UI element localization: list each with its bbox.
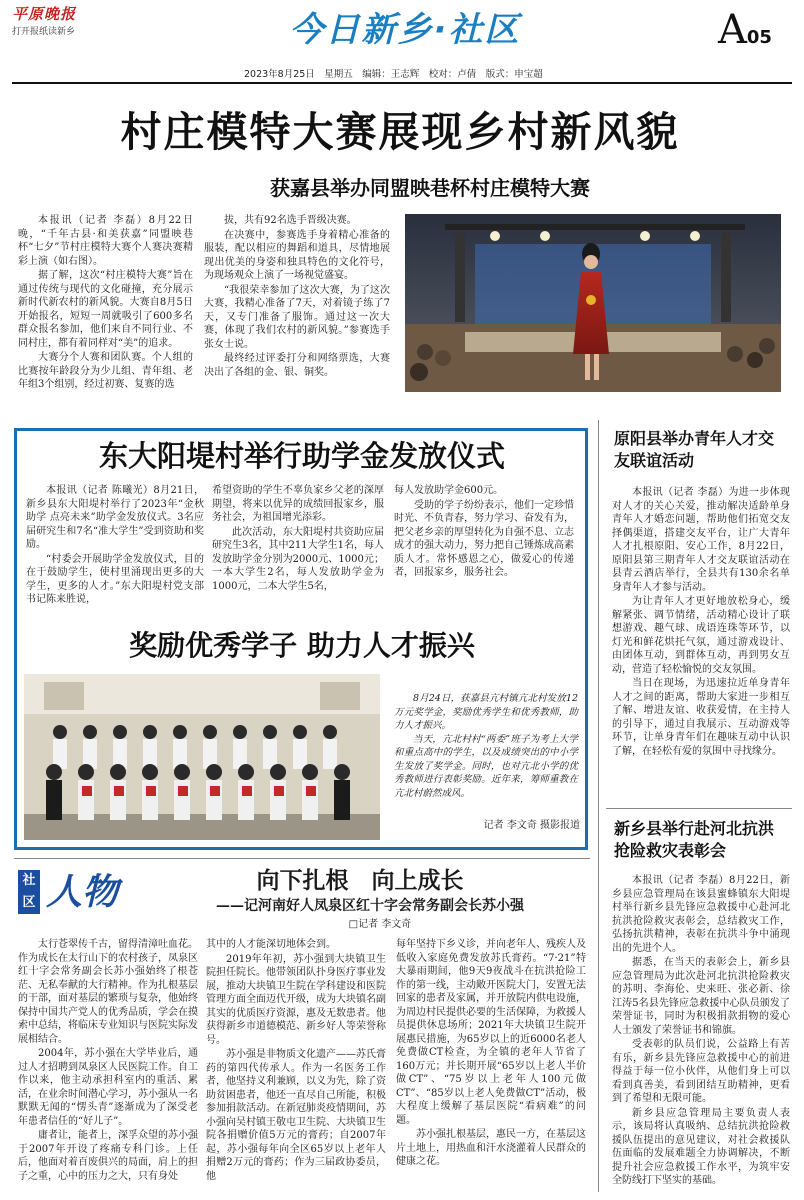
flood-paragraph: 据悉，在当天的表彰会上，新乡县应急管理局为此次赴河北抗洪抢险救灾的苏明、李海伦、史来旺、张必新、徐江涛5名县先锋应急救援中心队员颁发了荣誉证书，同时为积极捐款捐物的爱心人士颁发了荣誉证书和锦旗。 (612, 957, 790, 1036)
profile-paragraph: 庸者让，能者上，深孚众望的苏小强于2007年开设了疼痛专科门诊。上任后，他面对着百废俱兴的局面，肩上的担子之重，心中的压力之大，只有身处 (18, 1130, 198, 1182)
profile-top-rule (14, 858, 590, 859)
youth-body (612, 486, 790, 759)
stage-illustration (405, 214, 781, 392)
column-tag-char: 区 (22, 895, 36, 910)
lead-paragraph: 据了解，这次“村庄模特大赛”旨在通过传统与现代的文化碰撞，充分展示新时代新农村的新风貌。大赛自8月5日开始报名，短短一周就吸引了600多名群众报名参加，他们来自不同行业、不同村庄，都有着同样对“美”的追求。 (18, 270, 193, 349)
logo-slogan: 打开报纸读新乡 (12, 27, 76, 37)
lead-paragraph: 本报讯（记者 李磊）8月22日晚，“千年古县·和美获嘉”同盟映巷杯“七夕”节村庄模特大赛个人赛决赛精彩上演（如右图）。 (18, 215, 193, 267)
award-headline: 奖励优秀学子 助力人才振兴 (129, 629, 475, 662)
flood-paragraph: 受表彰的队员们说，公益路上有苦有乐，新乡县先锋应急救援中心的前进得益于每一位小伙伴，从他们身上可以看到真善美，看到团结互助精神，更看到了希望和无限可能。 (612, 1039, 790, 1104)
column-tag-box (18, 870, 40, 914)
flood-headline (614, 818, 784, 862)
award-caption-paragraph: 当天，亢北村村“两委”班子为考上大学和重点高中的学生，以及成绩突出的中小学生发放了奖学金。同时，也对亢北小学的优秀教师进行表彰奖励。近年来，筹师重教在亢北村蔚然成风。 (394, 733, 578, 799)
profile-column-3 (396, 938, 586, 1170)
newspaper-logo (12, 4, 122, 50)
scholar-paragraph: 此次活动，东大阳堤村共资助应届研究生3名，其中211大学生1名，每人发放助学金分别为2000元、1000元；一本大学生2名，每人发放助学金为1000元，二本大学生5名， (212, 526, 384, 592)
lead-paragraph: 拔，共有92名选手晋级决赛。 (224, 215, 357, 226)
scholar-paragraph: 受助的学子纷纷表示，他们一定珍惜时光、不负青春，努力学习、奋发有为，把父老乡亲的厚望转化为自强不息、立志成才的强大动力，努力把自己锤炼成高素质人才。常怀感恩之心，做爱心的传递者，回报家乡，服务社会。 (394, 499, 574, 578)
profile-paragraph: 苏小强扎根基层，惠民一方，在基层这片土地上，用热血和汗水浇灌着人民群众的健康之花。 (396, 1129, 586, 1167)
profile-paragraph: 2004年，苏小强在大学毕业后，通过人才招聘到凤泉区人民医院工作。自工作以来，他主动承担科室内的重活、累活，在业余时间潜心学习，苏小强从一名默默无闻的“愣头青”逐渐成为了深受老年患者信任的“好儿子”。 (18, 1048, 198, 1127)
flood-paragraph: 本报讯（记者 李磊）8月22日，新乡县应急管理局在该县蜜蜂镇东大阳堤村举行新乡县先锋应急救援中心赴河北抗洪抢险救灾表彰会，总结救灾工作，弘扬抗洪精神，表彰在抗洪斗争中涌现出的先进个人。 (612, 875, 790, 954)
flood-headline-text: 新乡县举行赴河北抗洪抢险救灾表彰会 (614, 819, 775, 860)
scholar-paragraph: 希望资助的学生不辜负家乡父老的深厚期望，将来以优异的成绩回报家乡，服务社会，为祖国增光添彩。 (212, 485, 384, 523)
lead-paragraph: “我很荣幸参加了这次大赛，为了这次大赛，我精心准备了7天，对着镜子练了7天，又专门准备了服饰。通过这一次大赛，体现了我们农村的新风貌。”参赛选手张女士说。 (204, 284, 390, 350)
flood-paragraph: 新乡县应急管理局主要负责人表示，该局将认真吸纳、总结抗洪抢险救援队伍提出的意见建议，对社会救援队伍面临的发展难题全力协调解决，不断提升社会应急救援工作水平，为筑牢安全防线打下坚实的基础。 (612, 1107, 790, 1186)
youth-headline (614, 428, 784, 472)
flood-body (612, 874, 790, 1189)
scholar-column-3 (394, 484, 574, 581)
scholar-paragraph: “村委会开展助学金发放仪式，目的在于鼓励学生，使村里涌现出更多的大学生，更多的人才。”东大阳堤村党支部书记陈来胜说， (26, 553, 204, 605)
lead-paragraph: 在决赛中，参赛选手身着精心准备的服装，配以相应的舞蹈和道具，尽情地展现出优美的身姿和独具特色的文化符号，为现场观众上演了一场视觉盛宴。 (204, 229, 390, 281)
page-digits: 05 (746, 27, 772, 48)
scholar-headline: 东大阳堤村举行助学金发放仪式 (98, 439, 505, 473)
lead-paragraph: 大赛分个人赛和团队赛。个人组的比赛按年龄段分为少儿组、青年组、老年组3个组别，经过初赛、复赛的选 (18, 352, 193, 390)
profile-paragraph: 苏小强是非物质文化遗产——苏氏膏药的第四代传承人。作为一名医务工作者，他坚持义利兼顾，以义为先，除了资助贫困患者，他还一直尽自己所能，积极参加捐款活动。在新冠肺炎疫情期间，苏小强向吴村镇王敬屯卫生院、大块镇卫生院各捐赠价值5万元的膏药；自2007年起，苏小强每年向全区65岁以上老年人捐赠2万元的膏药；作为三届政协委员，他 (206, 1049, 386, 1182)
lead-subhead: 获嘉县举办同盟映巷杯村庄模特大赛 (270, 176, 590, 200)
dateline: 2023年8月25日 星期五 编辑：王志辉 校对：卢倩 版式：申宝超 (244, 69, 543, 80)
profile-subhead: ——记河南好人凤泉区红十字会常务副会长苏小强 (216, 898, 524, 914)
scholar-paragraph: 本报讯（记者 陈曦光）8月21日，新乡县东大阳堤村举行了2023年“金秋助学 点亮未来”助学金发放仪式。3名应届研究生和7名“准大学生”受到资助和奖励。 (26, 485, 204, 550)
award-caption-paragraph: 8月24日，获嘉县亢村镇亢北村发放12万元奖学金，奖励优秀学生和优秀教师，助力人才振兴。 (394, 693, 578, 731)
lead-column-2 (204, 214, 390, 380)
model-contest-photo (405, 214, 781, 392)
column-tag-char: 社 (22, 873, 36, 888)
lead-headline: 村庄模特大赛展现乡村新风貌 (120, 108, 680, 156)
scholar-column-1 (26, 484, 204, 608)
profile-byline: □记者 李文奇 (348, 919, 412, 930)
column-name: 人物 (46, 871, 119, 913)
profile-paragraph: 其中的人才能深切地体会到。 (206, 939, 336, 950)
lead-column-1 (18, 214, 193, 393)
section-title: 今日新乡·社区 (289, 10, 521, 50)
profile-column-2 (206, 938, 386, 1184)
right-column-rule (598, 420, 599, 1192)
profile-headline: 向下扎根 向上成长 (256, 868, 464, 894)
lead-paragraph: 最终经过评委打分和网络票选，大赛决出了各组的金、银、铜奖。 (204, 353, 390, 378)
profile-paragraph: 每年坚持下乡义诊，并向老年人、残疾人及低收入家庭免费发放苏氏膏药。“7·21”特大暴雨期间，他9天9夜战斗在抗洪抢险工作的第一线，主动敞开医院大门，安置无法回家的患者及家属，并开放院内供电设施，为周边村民提供必要的生活保障，为救援人员提供休息场所；2021年大块镇卫生院开展惠民措施，为65岁以上的近6000名老人免费做CT检查，为全镇的老年人节省了160万元；并长期开展“65岁以上老人半价做CT”、“75岁以上老年人100元做CT”、“85岁以上老人免费做CT”活动，极大程度上缓解了基层医院“看病难”的问题。 (396, 939, 586, 1126)
column-tag (18, 868, 128, 918)
youth-headline-text: 原阳县举办青年人才交友联谊活动 (614, 429, 775, 470)
profile-paragraph: 2019年年初，苏小强到大块镇卫生院担任院长。他带领团队扑身医疗事业发展，推动大块镇卫生院在学科建设和医院管理方面全面迈代开级，成为大块镇名副其实的优质医疗资源，惠及无数患者。他获得新乡市道德模范、新乡好人等荣誉称号。 (206, 953, 386, 1046)
award-caption (394, 692, 578, 800)
award-group-photo (24, 674, 380, 840)
youth-paragraph: 为让青年人才更好地放松身心，缓解紧张、调节情绪，活动精心设计了联想游戏、趣气球、成语连珠等环节，以灯光和鲜花烘托气氛，通过游戏设计、由团体互动，到群体互动，再到男女互动，营造了轻松愉悦的交友氛围。 (612, 596, 790, 675)
scholar-paragraph: 每人发放助学金600元。 (394, 485, 504, 496)
right-section-rule (606, 808, 792, 809)
page-letter: A (718, 7, 747, 53)
youth-paragraph: 本报讯（记者 李磊）为进一步体现对人才的关心关爱，推动解决适龄单身青年人才婚恋问题，帮助他们拓宽交友择偶渠道，搭建交友平台，让广大青年人才扎根原阳、安心工作，8月22日，原阳县第三期青年人才交友联谊活动在县青云酒店举行，全县共有130余名单身青年人才参与活动。 (612, 487, 790, 593)
page-number (718, 7, 772, 53)
youth-paragraph: 当日在现场，为迅速拉近单身青年人才之间的距离，帮助大家进一步相互了解、增进友谊、收获爱情，在主持人的引导下，通过自我展示、互动游戏等环节，让单身青年们在趣味互动中认识了解，在轻松有爱的氛围中寻找缘分。 (612, 678, 790, 757)
scholar-column-2 (212, 484, 384, 594)
masthead-rule (12, 82, 792, 84)
logo-name: 平原晚报 (12, 5, 77, 23)
group-illustration (24, 674, 380, 840)
profile-paragraph: 太行苍翠传千古，留得清漳吐血花。作为成长在太行山下的农村孩子，凤泉区红十字会常务副会长苏小强始终了根苍茫、无私奉献的大行精神。作为扎根基层的干部，面对基层的繁琐与复杂，他始终保持中国共产党人的优秀品质，学会在摸索中总结，将临床专业知识与医院实际发展相结合。 (18, 939, 198, 1045)
award-credit: 记者 李文奇 摄影报道 (483, 820, 580, 831)
profile-column-1 (18, 938, 198, 1184)
